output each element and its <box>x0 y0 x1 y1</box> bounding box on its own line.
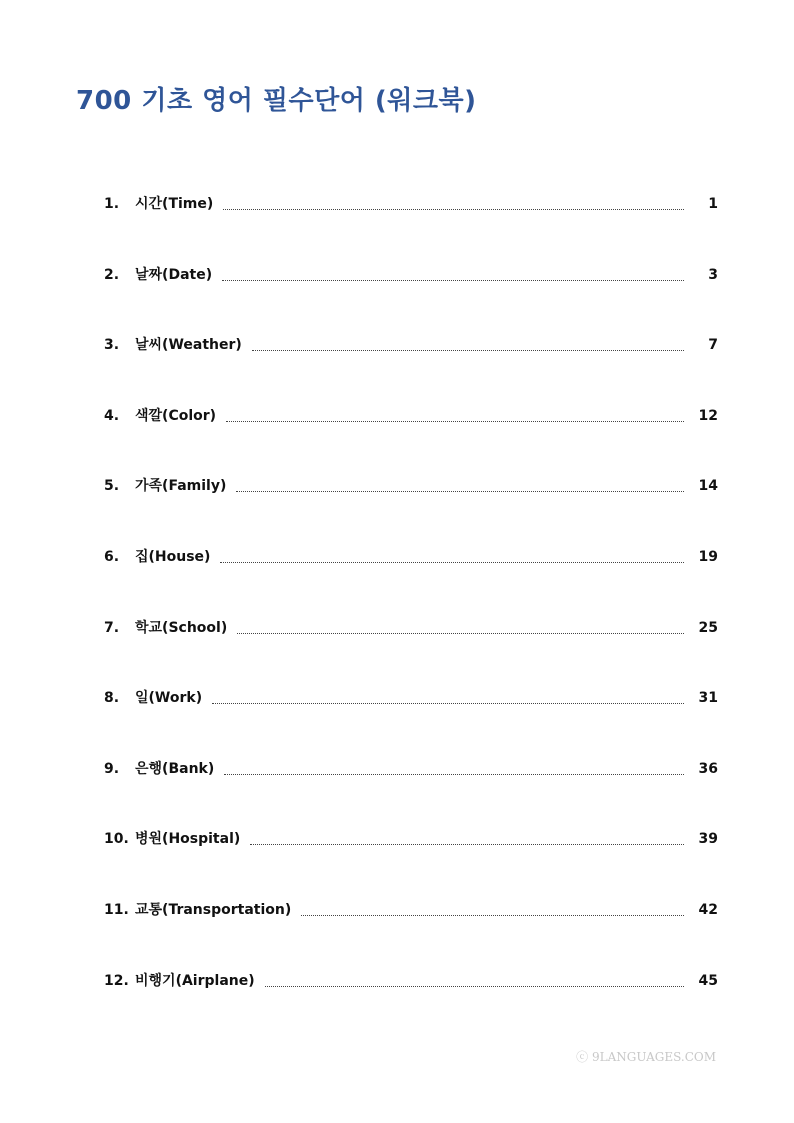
toc-entry-family[interactable] <box>104 468 718 539</box>
dot-leader <box>237 610 684 634</box>
toc-page-number[interactable]: 19 <box>698 548 718 565</box>
toc-label[interactable]: 학교(School) <box>135 619 228 636</box>
toc-number: 11. <box>104 901 129 918</box>
toc-entry-color[interactable] <box>104 398 718 469</box>
toc-page-number[interactable]: 45 <box>698 972 718 989</box>
toc-number: 7. <box>104 619 120 636</box>
toc-label[interactable]: 날짜(Date) <box>135 266 213 283</box>
toc-label[interactable]: 색깔(Color) <box>135 407 217 424</box>
toc-entry-hospital[interactable] <box>104 821 718 892</box>
toc-number: 12. <box>104 972 129 989</box>
toc-entry-date[interactable] <box>104 257 718 328</box>
dot-leader <box>223 186 684 210</box>
dot-leader <box>265 963 684 987</box>
dot-leader <box>224 751 684 775</box>
dot-leader <box>222 257 684 281</box>
toc-page-number[interactable]: 3 <box>708 266 718 283</box>
toc-entry-time[interactable] <box>104 186 718 257</box>
toc-page-number[interactable]: 36 <box>698 760 718 777</box>
toc-number: 10. <box>104 831 129 848</box>
toc-entry-weather[interactable] <box>104 327 718 398</box>
dot-leader <box>252 327 684 351</box>
toc-page-number[interactable]: 25 <box>698 619 718 636</box>
dot-leader <box>301 892 684 916</box>
toc-page-number[interactable]: 31 <box>698 690 718 707</box>
page-title: 700 기초 영어 필수단어 (워크북) <box>76 86 477 116</box>
toc-label[interactable]: 일(Work) <box>135 690 203 707</box>
toc-label[interactable]: 은행(Bank) <box>135 760 215 777</box>
toc-number: 9. <box>104 760 120 777</box>
toc-page-number[interactable]: 42 <box>698 901 718 918</box>
toc-entry-bank[interactable] <box>104 751 718 822</box>
toc-entry-transportation[interactable] <box>104 892 718 963</box>
copyright-footer: ⓒ 9LANGUAGES.COM <box>576 1050 716 1064</box>
toc-page-number[interactable]: 39 <box>698 831 718 848</box>
toc-number: 1. <box>104 196 120 212</box>
toc-page-number[interactable]: 12 <box>698 407 718 424</box>
toc-page-number[interactable]: 7 <box>708 337 718 354</box>
dot-leader <box>236 468 684 492</box>
toc-label[interactable]: 병원(Hospital) <box>135 831 241 848</box>
toc-label[interactable]: 집(House) <box>135 548 211 565</box>
toc-entry-work[interactable] <box>104 680 718 751</box>
table-of-contents <box>104 186 718 1033</box>
toc-number: 8. <box>104 690 120 707</box>
dot-leader <box>220 539 684 563</box>
toc-label[interactable]: 가족(Family) <box>135 478 227 495</box>
toc-number: 6. <box>104 548 120 565</box>
toc-entry-house[interactable] <box>104 539 718 610</box>
toc-number: 4. <box>104 407 120 424</box>
toc-label[interactable]: 날씨(Weather) <box>135 337 242 354</box>
toc-label[interactable]: 시간(Time) <box>135 196 214 212</box>
dot-leader <box>226 398 684 422</box>
toc-number: 2. <box>104 266 120 283</box>
toc-number: 5. <box>104 478 120 495</box>
dot-leader <box>212 680 684 704</box>
toc-entry-school[interactable] <box>104 610 718 681</box>
toc-page-number[interactable]: 1 <box>708 196 718 212</box>
toc-label[interactable]: 비행기(Airplane) <box>135 972 255 989</box>
toc-entry-airplane[interactable] <box>104 963 718 1034</box>
toc-label[interactable]: 교통(Transportation) <box>135 901 292 918</box>
toc-number: 3. <box>104 337 120 354</box>
toc-page-number[interactable]: 14 <box>698 478 718 495</box>
dot-leader <box>250 821 684 845</box>
